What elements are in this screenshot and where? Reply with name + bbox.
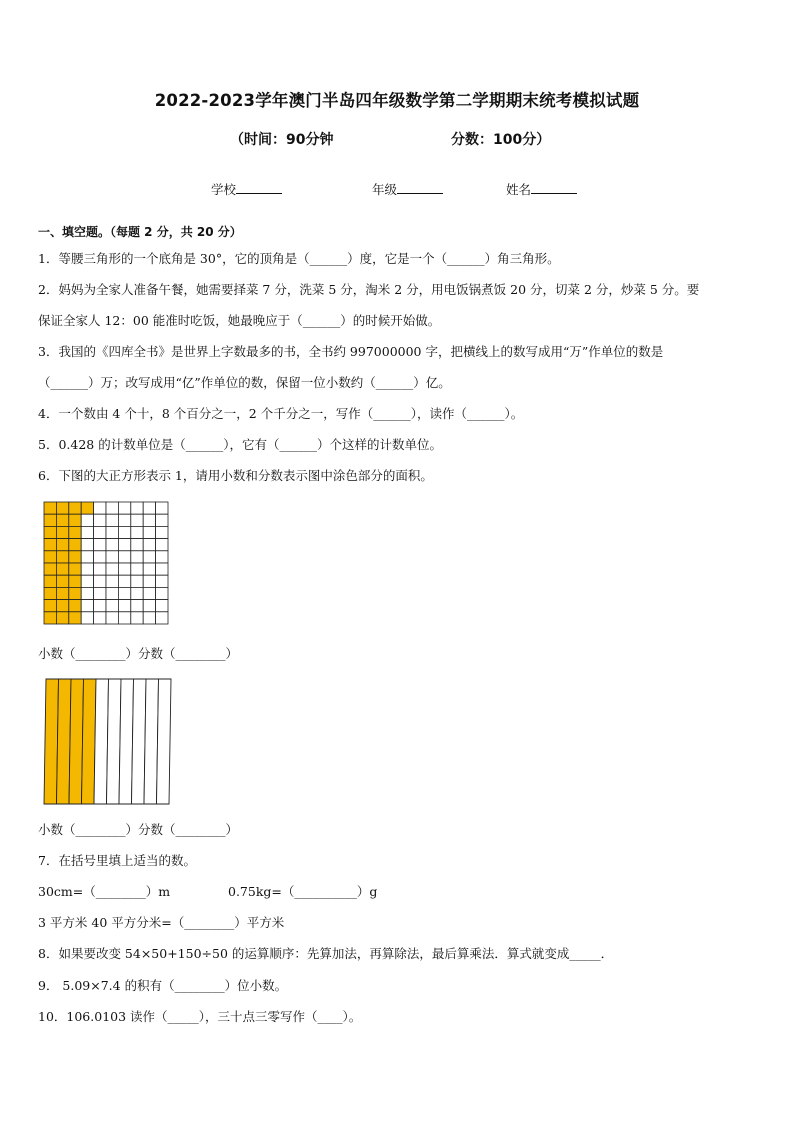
- grid-cell-shaded: [69, 514, 81, 526]
- exam-title: 2022-2023学年澳门半岛四年级数学第二学期期末统考模拟试题: [154, 91, 640, 110]
- grid-cell-shaded: [69, 551, 81, 563]
- grid-cell: [143, 575, 155, 587]
- grid-cell: [94, 526, 106, 538]
- strip: [94, 679, 109, 804]
- grid-cell: [94, 502, 106, 514]
- grid-cell: [106, 587, 118, 599]
- grid-cell-shaded: [44, 526, 56, 538]
- grid-cell: [106, 502, 118, 514]
- grid-cell: [156, 502, 168, 514]
- grid-cell: [143, 539, 155, 551]
- name-label: 姓名: [506, 182, 532, 197]
- grid-cell: [156, 514, 168, 526]
- grid-cell: [81, 539, 93, 551]
- question-7-part-c: 3 平方米 40 平方分米=（________）平方米: [38, 915, 285, 930]
- question-7-part-b: 0.75kg=（__________）g: [228, 884, 378, 899]
- school-blank[interactable]: [236, 181, 282, 194]
- name-blank[interactable]: [531, 181, 577, 194]
- grid-cell-shaded: [69, 526, 81, 538]
- grid-cell-shaded: [56, 563, 68, 575]
- question-6-answer-1: 小数（________）分数（________）: [38, 646, 239, 661]
- grid-cell: [81, 526, 93, 538]
- grid-cell-shaded: [69, 587, 81, 599]
- grid-cell-shaded: [44, 563, 56, 575]
- grid-cell-shaded: [44, 502, 56, 514]
- question-2-line-2: 保证全家人 12：00 能准时吃饭，她最晚应于（______）的时候开始做。: [38, 313, 441, 328]
- strip: [119, 679, 134, 804]
- grid-cell: [106, 600, 118, 612]
- grid-cell: [143, 526, 155, 538]
- grid-cell-shaded: [56, 551, 68, 563]
- strip-shaded: [44, 679, 59, 804]
- grid-cell: [118, 514, 130, 526]
- grid-cell-shaded: [56, 539, 68, 551]
- grid-cell: [106, 514, 118, 526]
- grid-cell: [131, 587, 143, 599]
- grid-cell: [156, 551, 168, 563]
- grid-cell: [156, 600, 168, 612]
- grid-cell: [94, 587, 106, 599]
- grid-cell: [81, 575, 93, 587]
- name-field: [506, 180, 577, 198]
- grid-cell: [156, 587, 168, 599]
- grid-cell: [131, 600, 143, 612]
- strip: [144, 679, 159, 804]
- question-6: 6．下图的大正方形表示 1，请用小数和分数表示图中涂色部分的面积。: [38, 468, 433, 483]
- grid-cell: [143, 563, 155, 575]
- grid-cell-shaded: [56, 526, 68, 538]
- hundred-grid-figure: [43, 501, 169, 625]
- grid-cell-shaded: [44, 600, 56, 612]
- time-limit: （时间：90分钟: [230, 132, 334, 148]
- grid-cell-shaded: [44, 551, 56, 563]
- grid-cell-shaded: [69, 539, 81, 551]
- grid-cell: [106, 575, 118, 587]
- grid-cell: [118, 526, 130, 538]
- grid-cell-shaded: [44, 539, 56, 551]
- question-8: 8．如果要改变 54×50+150÷50 的运算顺序：先算加法，再算除法，最后算乘法．算式就变成_____．: [38, 946, 614, 961]
- question-2-line-1: 2．妈妈为全家人准备午餐，她需要择菜 7 分，洗菜 5 分，淘米 2 分，用电饭锅煮饭 20 分，切菜 2 分，炒菜 5 分。要: [38, 282, 700, 297]
- grid-cell: [131, 514, 143, 526]
- grid-cell: [81, 600, 93, 612]
- question-7-part-a: 30cm=（________）m: [38, 884, 171, 899]
- grid-cell: [118, 575, 130, 587]
- grid-cell: [143, 587, 155, 599]
- grade-label: 年级: [372, 182, 398, 197]
- grid-cell: [94, 563, 106, 575]
- grid-cell-shaded: [69, 575, 81, 587]
- grid-cell-shaded: [69, 563, 81, 575]
- grid-cell: [131, 502, 143, 514]
- grid-cell: [131, 526, 143, 538]
- question-10: 10．106.0103 读作（_____），三十点三零写作（____）。: [38, 1009, 362, 1024]
- strip: [157, 679, 172, 804]
- strip: [107, 679, 122, 804]
- strip-shaded: [69, 679, 84, 804]
- grid-cell-shaded: [56, 575, 68, 587]
- question-5: 5．0.428 的计数单位是（______），它有（______）个这样的计数单位。: [38, 437, 442, 452]
- grid-cell: [131, 539, 143, 551]
- grid-cell-shaded: [69, 502, 81, 514]
- strip-shaded: [82, 679, 97, 804]
- strip: [132, 679, 147, 804]
- grid-cell-shaded: [69, 600, 81, 612]
- grid-cell: [156, 563, 168, 575]
- grid-cell: [156, 526, 168, 538]
- grid-cell: [106, 551, 118, 563]
- grid-cell: [131, 575, 143, 587]
- grid-cell-shaded: [44, 575, 56, 587]
- grid-cell: [106, 612, 118, 624]
- grid-cell: [143, 551, 155, 563]
- grid-cell: [118, 612, 130, 624]
- grid-cell: [94, 575, 106, 587]
- grid-cell: [81, 563, 93, 575]
- grid-cell: [81, 587, 93, 599]
- grid-cell: [156, 575, 168, 587]
- question-3-line-2: （______）万；改写成用“亿”作单位的数，保留一位小数约（______）亿。: [38, 375, 451, 390]
- question-3-line-1: 3．我国的《四库全书》是世界上字数最多的书，全书约 997000000 字，把横线上的数写成用“万”作单位的数是: [38, 344, 664, 359]
- grid-cell: [81, 514, 93, 526]
- grid-cell: [106, 563, 118, 575]
- grid-cell: [94, 551, 106, 563]
- grid-cell: [94, 514, 106, 526]
- grid-cell: [131, 551, 143, 563]
- grid-cell-shaded: [81, 502, 93, 514]
- ten-strip-figure: [43, 678, 173, 806]
- grid-cell: [118, 587, 130, 599]
- grid-cell: [81, 612, 93, 624]
- section-heading: 一、填空题。（每题 2 分，共 20 分）: [38, 225, 242, 239]
- question-7: 7．在括号里填上适当的数。: [38, 853, 196, 868]
- question-9: 9． 5.09×7.4 的积有（________）位小数。: [38, 978, 288, 993]
- grid-cell: [94, 600, 106, 612]
- total-score: 分数：100分）: [451, 132, 551, 148]
- grid-cell: [106, 539, 118, 551]
- grid-cell-shaded: [56, 587, 68, 599]
- grid-cell-shaded: [69, 612, 81, 624]
- grid-cell: [94, 539, 106, 551]
- school-label: 学校: [211, 182, 237, 197]
- grid-cell: [106, 526, 118, 538]
- grid-cell-shaded: [44, 514, 56, 526]
- question-4: 4．一个数由 4 个十，8 个百分之一，2 个千分之一，写作（______），读作（______）。: [38, 406, 524, 421]
- grid-cell: [81, 551, 93, 563]
- grid-cell: [143, 612, 155, 624]
- grid-cell: [118, 600, 130, 612]
- grade-field: [372, 180, 443, 198]
- grid-cell: [118, 502, 130, 514]
- grid-cell: [131, 563, 143, 575]
- grid-cell: [156, 539, 168, 551]
- grid-cell: [143, 502, 155, 514]
- grid-cell: [156, 612, 168, 624]
- grid-cell-shaded: [56, 612, 68, 624]
- grid-cell: [118, 551, 130, 563]
- grid-cell: [118, 539, 130, 551]
- grade-blank[interactable]: [397, 181, 443, 194]
- strip-shaded: [57, 679, 72, 804]
- grid-cell: [118, 563, 130, 575]
- grid-cell-shaded: [44, 612, 56, 624]
- grid-cell: [143, 600, 155, 612]
- grid-cell: [143, 514, 155, 526]
- grid-cell-shaded: [44, 587, 56, 599]
- grid-cell-shaded: [56, 600, 68, 612]
- grid-cell-shaded: [56, 514, 68, 526]
- question-6-answer-2: 小数（________）分数（________）: [38, 822, 239, 837]
- question-1: 1．等腰三角形的一个底角是 30°，它的顶角是（______）度，它是一个（______）角三角形。: [38, 251, 560, 266]
- grid-cell: [131, 612, 143, 624]
- school-field: [211, 180, 282, 198]
- grid-cell-shaded: [56, 502, 68, 514]
- grid-cell: [94, 612, 106, 624]
